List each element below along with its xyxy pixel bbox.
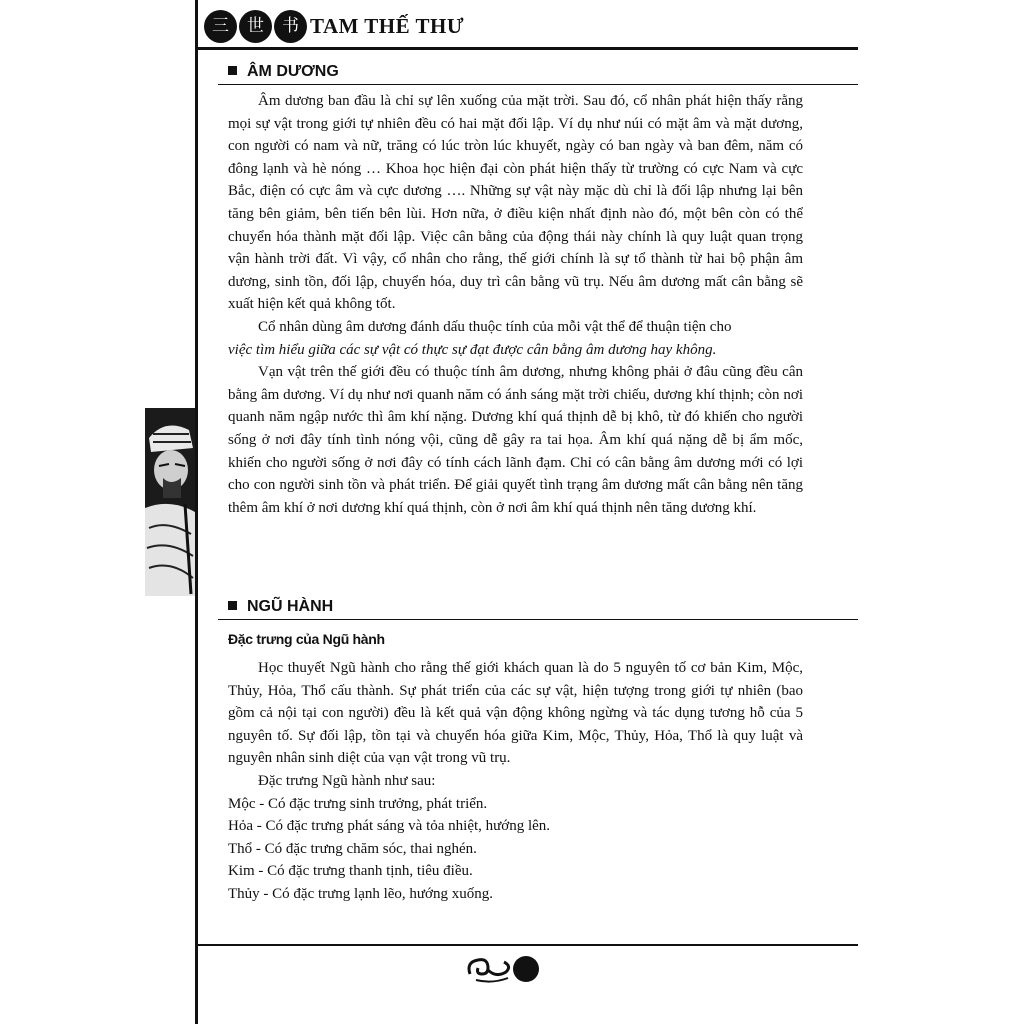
seal-char-1: 三 [204, 10, 237, 43]
section-rule [218, 84, 858, 85]
seal-char-3: 书 [274, 10, 307, 43]
section-body-am-duong [228, 90, 803, 519]
list-item: Mộc - Có đặc trưng sinh trưởng, phát triển. [228, 795, 488, 812]
section-heading-text: NGŨ HÀNH [247, 598, 334, 615]
section-heading-text: ÂM DƯƠNG [247, 63, 339, 80]
paragraph: Học thuyết Ngũ hành cho rằng thế giới khách quan là do 5 nguyên tố cơ bản Kim, Mộc, Thủy, Hỏa, Thổ cấu thành. Sự phát triển của các sự vật, hiện tượng trong giới tự nhiên (bao gồm cả nội tại con người) đều là kết quả vận động không ngừng và tác dụng tương hỗ của 5 nguyên tố. Sự đối lập, tồn tại và chuyển hóa giữa Kim, Mộc, Thủy, Hỏa, Thổ là quy luật và nguyên nhân sinh diệt của vạn vật trong vũ trụ. [228, 660, 803, 767]
paragraph: Cổ nhân dùng âm dương đánh dấu thuộc tính của mỗi vật thể để thuận tiện cho [258, 318, 732, 335]
list-item: Hỏa - Có đặc trưng phát sáng và tỏa nhiệt, hướng lên. [228, 818, 551, 835]
cloud-scroll-ornament [462, 952, 546, 986]
section-heading-ngu-hanh [228, 598, 333, 616]
subheading: Đặc trưng của Ngũ hành [228, 631, 385, 647]
list-item: Thổ - Có đặc trưng chăm sóc, thai nghén. [228, 840, 477, 857]
bullet-square-icon [228, 601, 237, 610]
warrior-portrait-image [145, 408, 195, 596]
seal-char-2: 世 [239, 10, 272, 43]
section-body-ngu-hanh [228, 657, 803, 906]
paragraph-italic: việc tìm hiểu giữa các sự vật có thực sự đạt được cân bằng âm dương hay không. [228, 341, 717, 358]
list-item: Kim - Có đặc trưng thanh tịnh, tiêu điều. [228, 863, 473, 880]
margin-rule [195, 0, 198, 1024]
section-heading-am-duong [228, 63, 339, 81]
header-rule [198, 47, 858, 50]
paragraph: Âm dương ban đầu là chỉ sự lên xuống của mặt trời. Sau đó, cổ nhân phát hiện thấy rằng mọi sự vật trong giới tự nhiên đều có hai mặt đối lập. Ví dụ như núi có mặt âm và mặt dương, con người có nam và nữ, trăng có lúc tròn lúc khuyết, ngày có ban ngày và ban đêm, năm có đông lạnh và hè nóng … Khoa học hiện đại còn phát hiện thấy từ trường có cực Nam và cực Bắc, điện có cực âm và cực dương …. Những sự vật này mặc dù chỉ là đối lập nhưng lại bên tăng bên giảm, bên tiến bên lùi. Hơn nữa, ở điều kiện nhất định nào đó, một bên còn có thể chuyển hóa thành mặt đối lập. Việc cân bằng của động thái này chính là quy luật quan trọng vận hành trời đất. Vì vậy, cổ nhân cho rằng, thế giới chính là sự tổ thành từ hai bộ phận âm dương, sinh tồn, đối lập, chuyển hóa, duy trì cân bằng vũ trụ. Nếu âm dương mất cân bằng sẽ xuất hiện kết quả không tốt. [228, 93, 803, 313]
book-title: TAM THẾ THƯ [310, 14, 465, 38]
list-intro: Đặc trưng Ngũ hành như sau: [258, 772, 436, 789]
bullet-square-icon [228, 66, 237, 75]
footer-rule [198, 944, 858, 946]
paragraph: Vạn vật trên thế giới đều có thuộc tính âm dương, nhưng không phải ở đâu cũng đều cân bằng âm dương. Ví dụ như nơi quanh năm có ánh sáng mặt trời chiếu, dương khí thịnh; còn nơi quanh năm ngập nước thì âm khí nặng. Dương khí quá thịnh dễ bị khô, từ đó khiến cho người sống ở nơi đây tính tình nóng vội, cũng dễ gây ra tai họa. Âm khí quá nặng dễ bị ẩm mốc, khiến cho người sống ở nơi đây có tính cách lãnh đạm. Chỉ có cân bằng âm dương mới có lợi cho con người sinh tồn và phát triển. Để giải quyết tình trạng âm dương mất cân bằng nên tăng thêm âm khí ở nơi dương khí quá thịnh, còn ở nơi âm khí quá thịnh nên tăng dương khí. [228, 364, 803, 516]
running-header [198, 6, 858, 50]
section-rule [218, 619, 858, 620]
list-item: Thủy - Có đặc trưng lạnh lẽo, hướng xuống. [228, 885, 493, 902]
